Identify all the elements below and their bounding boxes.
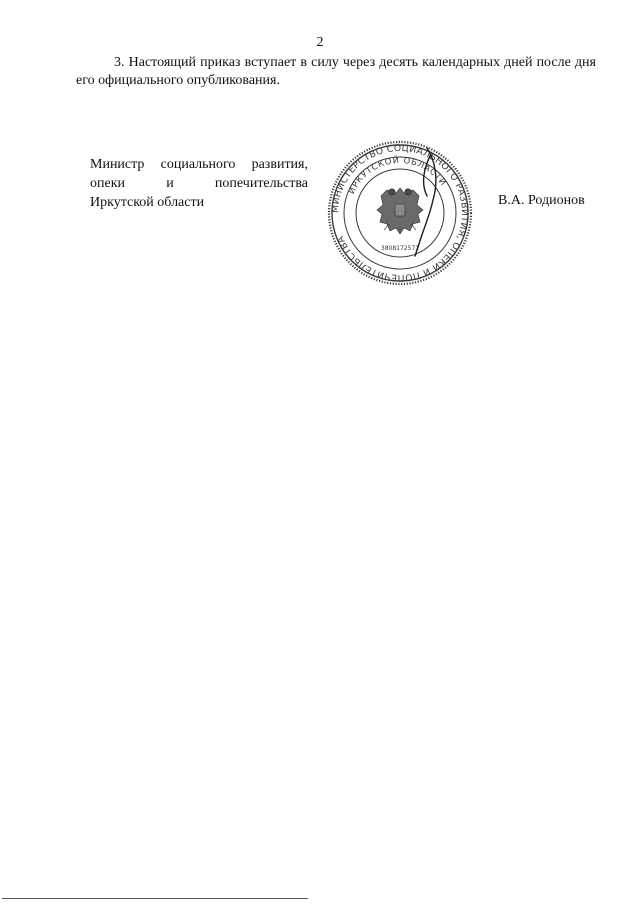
official-seal (327, 140, 473, 286)
signatory-position-line: опеки и попечительства (90, 176, 308, 191)
paragraph-3 (76, 54, 596, 90)
signatory-position-line: Министр социального развития, (90, 157, 308, 172)
seal-number-text: 3808172571 (380, 245, 420, 252)
page-number: 2 (316, 35, 324, 50)
coat-of-arms-icon (377, 188, 423, 234)
paragraph-3-text: 3. Настоящий приказ вступает в силу через десять календарных дней после дня его официального опубликования. (76, 55, 596, 88)
signatory-position (90, 155, 308, 212)
signatory-position-line: Иркутской области (90, 195, 205, 210)
signatory-name: В.А. Родионов (498, 193, 585, 208)
footer-divider (2, 898, 308, 899)
seal-inner-textpath: ИРКУТСКОЙ ОБЛАСТИ (346, 154, 449, 196)
seal-outer-textpath: МИНИСТЕРСТВО СОЦИАЛЬНОГО РАЗВИТИЯ, ОПЕКИ И ПОПЕЧИТЕЛЬСТВА (329, 142, 471, 284)
